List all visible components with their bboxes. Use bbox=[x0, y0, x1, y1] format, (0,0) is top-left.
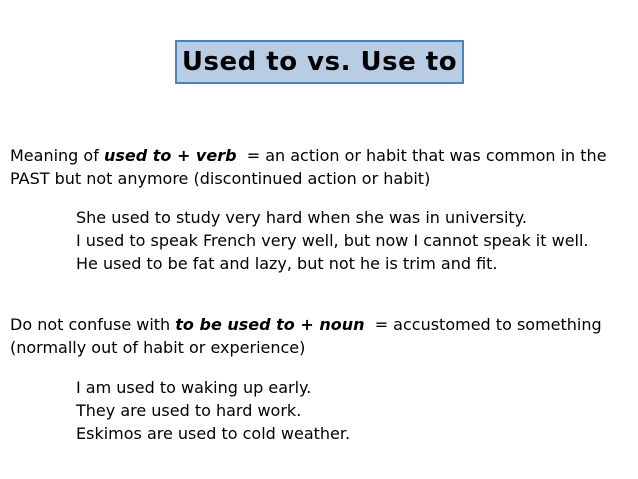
definition-text: = an action or habit that was common in the bbox=[236, 146, 607, 165]
definition-prefix: Meaning of bbox=[10, 146, 104, 165]
definition-be-used-to-noun bbox=[10, 313, 630, 359]
examples-be-used-to-noun bbox=[76, 376, 636, 445]
title-box bbox=[175, 40, 464, 84]
example-sentence: I used to speak French very well, but now I cannot speak it well. bbox=[76, 231, 589, 250]
term-be-used-to-noun: to be used to + noun bbox=[175, 315, 365, 334]
example-sentence: I am used to waking up early. bbox=[76, 378, 312, 397]
examples-used-to-verb bbox=[76, 206, 636, 275]
term-used-to-verb: used to + verb bbox=[103, 146, 237, 165]
example-sentence: She used to study very hard when she was in university. bbox=[76, 208, 527, 227]
definition-text: = accustomed to something bbox=[364, 315, 602, 334]
definition-used-to-verb bbox=[10, 144, 630, 190]
definition-continuation: (normally out of habit or experience) bbox=[10, 338, 306, 357]
example-sentence: They are used to hard work. bbox=[76, 401, 302, 420]
definition-continuation: PAST but not anymore (discontinued action or habit) bbox=[10, 169, 431, 188]
definition-prefix: Do not confuse with bbox=[10, 315, 176, 334]
example-sentence: Eskimos are used to cold weather. bbox=[76, 424, 351, 443]
example-sentence: He used to be fat and lazy, but not he is trim and fit. bbox=[76, 254, 498, 273]
slide-title: Used to vs. Use to bbox=[181, 47, 458, 77]
